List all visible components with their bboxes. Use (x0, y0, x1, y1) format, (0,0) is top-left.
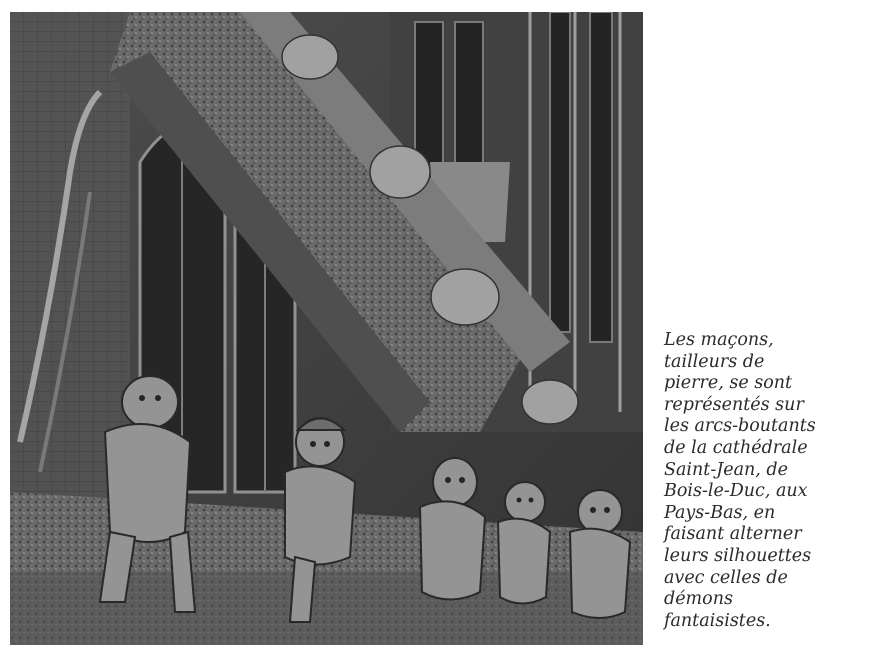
caption-line: avec celles de (664, 567, 788, 588)
caption-line: Saint-Jean, de (664, 459, 788, 480)
caption-line: pierre, se sont (664, 373, 793, 394)
caption-line: de la cathédrale (664, 437, 808, 458)
caption-line: Pays-Bas, en (664, 502, 776, 523)
caption-line: Les maçons, (664, 330, 774, 350)
caption-line: leurs silhouettes (664, 545, 812, 566)
caption-line: tailleurs de (664, 351, 765, 372)
caption-line: les arcs-boutants (664, 416, 816, 437)
caption-line: Bois-le-Duc, aux (664, 481, 808, 502)
caption-line: fantaisistes. (664, 610, 771, 631)
caption-line: représentés sur (664, 394, 804, 415)
caption-line: faisant alterner (664, 524, 802, 545)
photo-illustration (10, 12, 643, 645)
photo-caption (664, 330, 864, 632)
caption-line: démons (664, 589, 733, 610)
cathedral-photograph (10, 12, 643, 645)
